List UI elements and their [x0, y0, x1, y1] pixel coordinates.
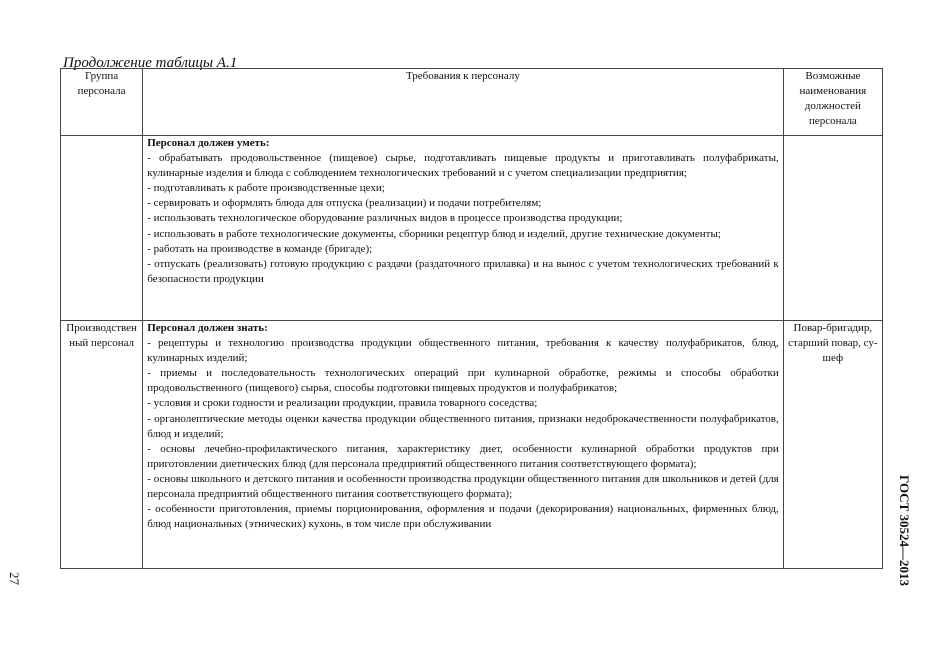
header-group: Группа персонала: [61, 69, 143, 136]
list-item: - особенности приготовления, приемы порционирования, оформления и подачи (декорирования) национальных, фирменных блюд, блюд национальных (этнических) кухонь, в том числе при обслуживании: [147, 503, 779, 531]
table-row: [61, 136, 883, 321]
list-item: - отпускать (реализовать) готовую продукцию с раздачи (раздаточного прилавка) и на вынос с учетом технологических требований к безопасности продукции: [147, 257, 779, 285]
row2-group: Производственный персонал: [61, 321, 143, 569]
header-positions: Возможные наименования должностей персонала: [783, 69, 882, 136]
table-row: [61, 321, 883, 569]
row1-positions: [783, 136, 882, 321]
list-item: - использовать в работе технологические документы, сборники рецептур блюд и изделий, другие технические документы;: [147, 227, 721, 240]
list-item: - подготавливать к работе производственные цехи;: [147, 182, 385, 195]
list-item: - основы лечебно-профилактического питания, характеристику диет, особенности кулинарной обработки продуктов при приготовлении диетических блюд (для персонала предприятий общественного питания соответствующего формата);: [147, 442, 779, 470]
row1-title: Персонал должен уметь:: [147, 137, 270, 149]
list-item: - работать на производстве в команде (бригаде);: [147, 242, 373, 255]
list-item: - сервировать и оформлять блюда для отпуска (реализации) и подачи потребителям;: [147, 197, 542, 210]
standard-code: ГОСТ 30524—2013: [897, 475, 912, 587]
row1-group: [61, 136, 143, 321]
table-header-row: [61, 69, 883, 136]
row1-requirements: [143, 136, 784, 321]
row2-positions: Повар-бригадир, старший повар, су-шеф: [783, 321, 882, 569]
header-requirements: Требования к персоналу: [143, 69, 784, 136]
row2-requirements: [143, 321, 784, 569]
page-number: 27: [7, 572, 22, 585]
list-item: - обрабатывать продовольственное (пищевое) сырье, подготавливать пищевые продукты и приготавливать полуфабрикаты, кулинарные изделия и блюда с соблюдением технологических требований и с учетом специализации предприятия;: [147, 152, 779, 180]
list-item: - основы школьного и детского питания и особенности производства продукции общественного питания для школьников и детей (для персонала предприятий общественного питания соответствующего формата);: [147, 472, 779, 501]
table-caption: Продолжение таблицы А.1: [63, 55, 238, 71]
list-item: - органолептические методы оценки качества продукции общественного питания, признаки недоброкачественности полуфабрикатов, блюд и изделий;: [147, 412, 779, 440]
list-item: - условия и сроки годности и реализации продукции, правила товарного соседства;: [147, 397, 538, 410]
list-item: - приемы и последовательность технологических операций при кулинарной обработке, режимы и способы обработки продовольственного (пищевого) сырья, способы подготовки пищевых продуктов и полуфабрикатов;: [147, 367, 779, 395]
list-item: - рецептуры и технологию производства продукции общественного питания, требования к качеству полуфабрикатов, блюд, кулинарных изделий;: [147, 337, 779, 365]
requirements-table: [60, 68, 883, 569]
row2-title: Персонал должен знать:: [147, 322, 268, 334]
list-item: - использовать технологическое оборудование различных видов в процессе производства продукции;: [147, 212, 623, 225]
